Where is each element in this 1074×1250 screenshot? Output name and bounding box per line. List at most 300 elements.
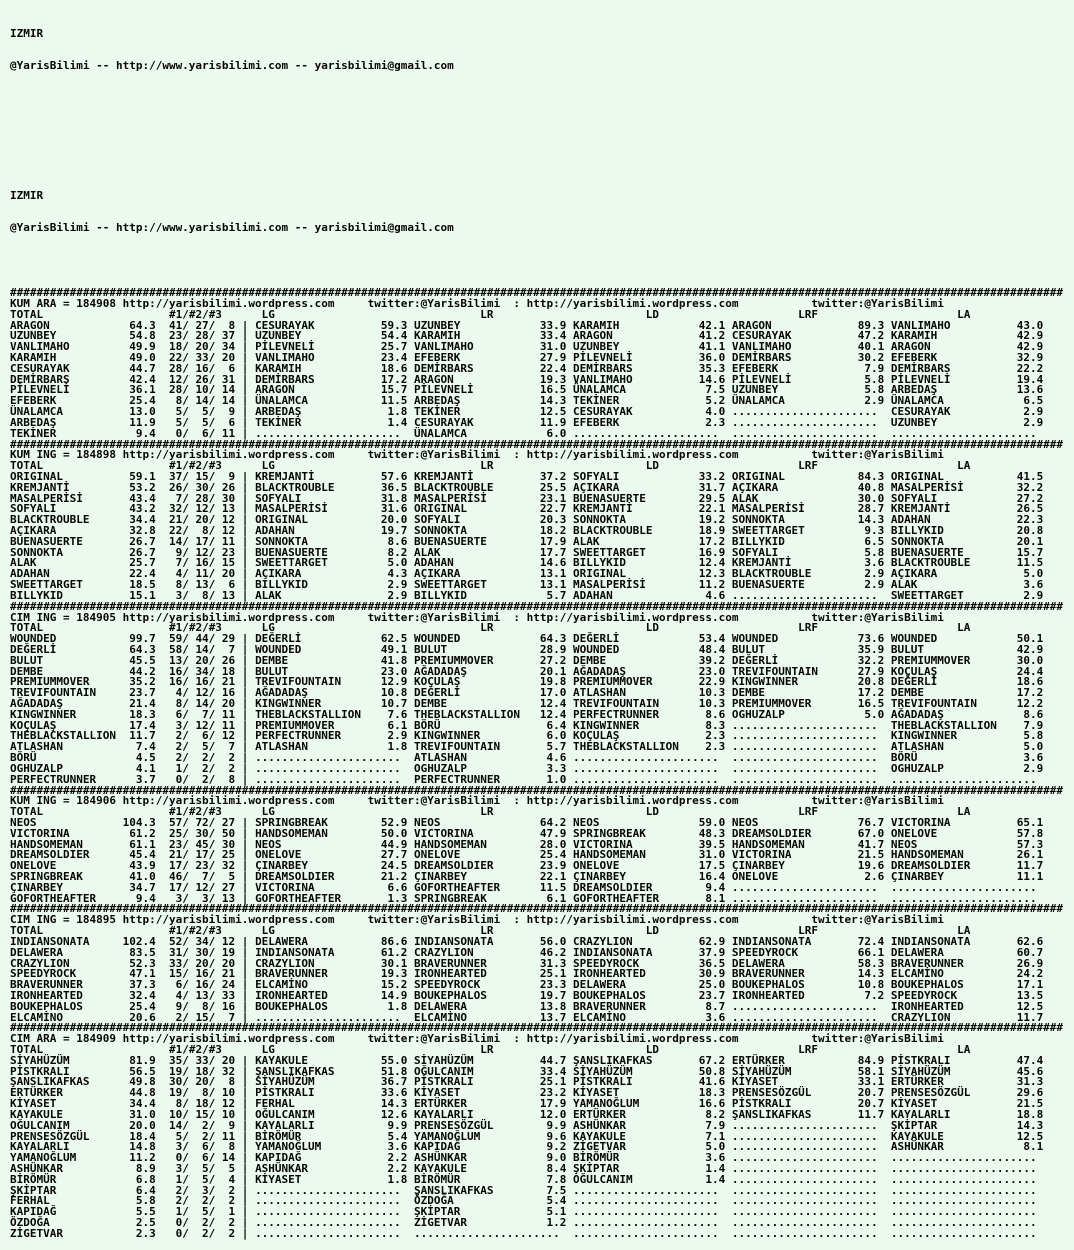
cell-lr: ELCAMİNO 13.7 (414, 1010, 573, 1024)
cell-lr: PİLEVNELİ 16.5 (414, 383, 573, 397)
cell-ld: ...................... (572, 1216, 732, 1229)
cell-total: VICTORINA 61.2 (10, 826, 156, 840)
cell-lr: GOFORTHEAFTER 11.5 (414, 880, 573, 894)
col-header-lg: LG (221, 307, 275, 321)
cell-la: ...................... (890, 1161, 1050, 1175)
column-separator: | (235, 967, 256, 981)
cell-lr: KAYALARLI 12.0 (414, 1107, 573, 1121)
twitter-handle: twitter:@YarisBilimi (334, 448, 501, 462)
cell-lr: UZUNBEY 33.9 (414, 318, 573, 332)
col-header-la: LA (818, 621, 971, 635)
cell-counts: 57/ 72/ 27 (155, 815, 236, 829)
cell-counts: 1/ 5/ 1 (155, 1205, 236, 1219)
cell-total: BUENASUERTE 26.7 (10, 534, 156, 548)
cell-lrf: BULUT 35.9 (731, 642, 891, 656)
cell-lg: ...................... (255, 1194, 415, 1208)
column-separator: | (235, 567, 256, 581)
column-separator: | (235, 675, 256, 689)
cell-la: ...................... (890, 1183, 1050, 1197)
cell-lg: KARAMIH 18.6 (255, 361, 415, 375)
cell-ld: ...................... (572, 1205, 732, 1219)
cell-lrf: ...................... (731, 761, 891, 775)
cell-lrf: ...................... (731, 751, 891, 765)
col-header-counts: #1/#2/#3 (43, 924, 222, 938)
cell-total: FERHAL 5.8 (10, 1194, 156, 1208)
cell-ld: NEOS 59.0 (572, 815, 732, 829)
cell-total: DELAWERA 83.5 (10, 945, 156, 959)
cell-counts: 3/ 8/ 13 (155, 588, 236, 602)
cell-lr: AÇIKARA 13.1 (414, 567, 573, 581)
cell-ld: BOUKEPHALOS 23.7 (572, 988, 732, 1002)
cell-ld: SOFYALI 33.2 (572, 469, 732, 483)
column-separator: | (235, 1151, 256, 1165)
cell-lr: SPEEDYROCK 23.3 (414, 978, 573, 992)
section-border: ############################################################################################################################################################### (10, 783, 1063, 797)
column-separator: | (235, 848, 256, 862)
cell-lg: VANLIMAHO 23.4 (255, 351, 415, 364)
cell-lg: ...................... (255, 1183, 415, 1197)
cell-ld: TREVIFOUNTAIN 10.3 (572, 697, 732, 710)
cell-ld: UZUNBEY 41.1 (572, 340, 732, 354)
cell-lg: MASALPERİSİ 31.6 (255, 502, 415, 516)
wordpress-url: http://yarisbilimi.wordpress.com (519, 296, 739, 310)
table-row (10, 1226, 1074, 1240)
cell-ld: CRAZYLION 62.9 (572, 934, 732, 948)
cell-la: SOFYALI 27.2 (890, 491, 1050, 505)
cell-lg: ...................... (255, 1205, 415, 1219)
cell-total: ERTÜRKER 44.8 (10, 1086, 156, 1100)
cell-counts: 5/ 5/ 9 (155, 405, 236, 419)
cell-lg: ALAK 2.9 (255, 588, 415, 602)
cell-lrf: UZUNBEY 5.8 (731, 383, 891, 397)
cell-la: DEMBE 17.2 (890, 686, 1050, 700)
cell-lg: BUENASUERTE 8.2 (255, 545, 415, 559)
cell-lrf: ...................... (731, 588, 891, 602)
column-separator: | (235, 1161, 256, 1175)
cell-la: ...................... (890, 1226, 1050, 1240)
cell-lg: THEBLACKSTALLION 7.6 (255, 707, 415, 721)
col-header-counts: #1/#2/#3 (43, 1043, 222, 1056)
cell-ld: OĞULCANIM 1.4 (572, 1172, 732, 1186)
cell-lg: UZUNBEY 54.4 (255, 329, 415, 343)
cell-lg: INDIANSONATA 61.2 (255, 945, 415, 959)
cell-total: SOFYALI 43.2 (10, 502, 156, 516)
twitter-handle: twitter:@YarisBilimi (334, 1032, 501, 1046)
twitter-handle: twitter:@YarisBilimi (334, 794, 501, 808)
cell-counts: 9/ 8/ 16 (155, 999, 236, 1013)
cell-lrf: ...................... (731, 729, 891, 743)
cell-counts: 31/ 30/ 19 (155, 945, 236, 959)
wordpress-url: http://yarisbilimi.wordpress.com (115, 794, 335, 808)
cell-ld: ...................... (572, 1194, 732, 1208)
cell-la: DEMİRBARS 22.2 (890, 361, 1050, 375)
column-separator: | (235, 718, 256, 732)
cell-total: PİSTKRALI 56.5 (10, 1064, 156, 1078)
cell-counts: 6/ 7/ 11 (155, 707, 236, 721)
cell-ld: DREAMSOLDIER 9.4 (572, 880, 732, 894)
cell-lr: ORIGINAL 22.7 (414, 502, 573, 516)
cell-total: BOUKEPHALOS 25.4 (10, 999, 156, 1013)
cell-lrf: ...................... (731, 740, 891, 754)
cell-lr: SONNOKTA 18.2 (414, 524, 573, 537)
column-separator: | (235, 1010, 256, 1024)
cell-lr: KINGWINNER 6.0 (414, 729, 573, 743)
cell-la: CESURAYAK 2.9 (890, 405, 1050, 419)
cell-ld: SİYAHÜZÜM 50.8 (572, 1064, 732, 1078)
cell-la: KINGWINNER 5.8 (890, 729, 1050, 743)
cell-ld: KINGWINNER 8.3 (572, 718, 732, 732)
cell-total: ALAK 25.7 (10, 556, 156, 570)
cell-ld: VICTORINA 39.5 (572, 837, 732, 851)
cell-la: MASALPERİSİ 32.2 (890, 480, 1050, 494)
cell-total: DEMBE 44.2 (10, 664, 156, 678)
sections-container (10, 288, 1074, 1240)
cell-la: SONNOKTA 20.1 (890, 534, 1050, 548)
cell-counts: 18/ 20/ 34 (155, 340, 236, 354)
section-title: KUM ING = 184906 (10, 794, 116, 808)
cell-la: BRAVERUNNER 26.9 (890, 956, 1050, 970)
cell-lg: ÜNALAMCA 11.5 (255, 394, 415, 408)
cell-ld: ZİGETVAR 5.0 (572, 1140, 732, 1154)
cell-total: OGHUZALP 4.1 (10, 761, 156, 775)
cell-lr: PREMIUMMOVER 27.2 (414, 653, 573, 667)
column-separator: | (235, 934, 256, 948)
cell-lrf: ...................... (731, 1183, 891, 1197)
cell-lg: VICTORINA 6.6 (255, 880, 415, 894)
cell-lrf: DEĞERLİ 32.2 (731, 653, 891, 667)
col-header-total: TOTAL (10, 924, 44, 938)
column-separator: | (235, 1075, 256, 1089)
cell-ld: DEMBE 39.2 (572, 653, 732, 667)
cell-counts: 2/ 5/ 7 (155, 740, 236, 754)
cell-lg: ...................... (255, 1010, 415, 1024)
cell-lrf: SWEETTARGET 9.3 (731, 524, 891, 537)
cell-total: DEMİRBARS 42.4 (10, 372, 156, 386)
cell-lg: KİYASET 1.8 (255, 1172, 415, 1186)
cell-lrf: ...................... (731, 1226, 891, 1240)
cell-counts: 0/ 2/ 2 (155, 1226, 236, 1240)
cell-lrf: ...................... (731, 1010, 891, 1024)
cell-ld: AÇIKARA 31.7 (572, 480, 732, 494)
cell-counts: 9/ 12/ 23 (155, 545, 236, 559)
cell-counts: 35/ 33/ 20 (155, 1053, 236, 1067)
cell-la: BOUKEPHALOS 17.1 (890, 978, 1050, 992)
cell-lg: ARAGON 15.7 (255, 383, 415, 397)
cell-lg: CRAZYLION 30.1 (255, 956, 415, 970)
cell-lg: SWEETTARGET 5.0 (255, 556, 415, 570)
cell-lrf: SPEEDYROCK 66.1 (731, 945, 891, 959)
col-header-total: TOTAL (10, 1043, 44, 1056)
twitter-handle: twitter:@YarisBilimi (738, 448, 944, 462)
cell-total: KREMJANTİ 53.2 (10, 480, 156, 494)
twitter-handle: twitter:@YarisBilimi (738, 296, 944, 310)
cell-ld: ...................... (572, 426, 732, 440)
cell-la: SPEEDYROCK 13.5 (890, 988, 1050, 1002)
cell-ld: ÇINARBEY 16.4 (572, 870, 732, 883)
cell-total: ÇINARBEY 34.7 (10, 880, 156, 894)
cell-total: ADAHAN 22.4 (10, 567, 156, 581)
cell-lg: ...................... (255, 1216, 415, 1229)
cell-counts: 32/ 12/ 13 (155, 502, 236, 516)
cell-total: ATLASHAN 7.4 (10, 740, 156, 754)
cell-counts: 22/ 8/ 12 (155, 524, 236, 537)
cell-total: AÇIKARA 32.8 (10, 524, 156, 537)
col-header-lr: LR (274, 621, 494, 635)
cell-la: IRONHEARTED 12.5 (890, 999, 1050, 1013)
cell-counts: 26/ 30/ 26 (155, 480, 236, 494)
cell-ld: EFEBERK 2.3 (572, 415, 732, 429)
cell-lr: KOÇULAŞ 19.8 (414, 675, 573, 689)
cell-lrf: ...................... (731, 1140, 891, 1154)
cell-counts: 3/ 5/ 5 (155, 1161, 236, 1175)
column-separator: | (235, 1226, 256, 1240)
cell-lrf: ...................... (731, 772, 891, 786)
column-separator: | (235, 340, 256, 354)
cell-lg: BLACKTROUBLE 36.5 (255, 480, 415, 494)
column-separator: | (235, 945, 256, 959)
cell-lg: GOFORTHEAFTER 1.3 (255, 891, 415, 905)
column-separator: | (235, 1064, 256, 1078)
column-separator: | (235, 956, 256, 970)
section-border: ############################################################################################################################################################### (10, 599, 1063, 613)
column-separator: | (235, 859, 256, 873)
column-separator: | (235, 1129, 256, 1143)
cell-ld: ÜNALAMCA 7.5 (572, 383, 732, 397)
column-separator: | (235, 1194, 256, 1208)
cell-counts: 25/ 30/ 50 (155, 826, 236, 840)
cell-counts: 1/ 2/ 2 (155, 761, 236, 775)
cell-counts: 41/ 27/ 8 (155, 318, 236, 332)
column-separator: | (235, 588, 256, 602)
cell-lrf: VANLIMAHO 40.1 (731, 340, 891, 354)
cell-ld: ONELOVE 17.5 (572, 859, 732, 873)
column-separator: | (235, 513, 256, 527)
cell-lrf: TREVIFOUNTAIN 27.9 (731, 664, 891, 678)
col-header-lr: LR (274, 307, 494, 321)
cell-lrf: ...................... (731, 999, 891, 1013)
cell-lr: AĞADADAŞ 20.1 (414, 664, 573, 678)
cell-la: ...................... (890, 891, 1050, 905)
cell-counts: 7/ 16/ 15 (155, 556, 236, 570)
cell-lr: CRAZYLION 46.2 (414, 945, 573, 959)
cell-lr: ATLASHAN 4.6 (414, 751, 573, 765)
cell-lr: DELAWERA 13.8 (414, 999, 573, 1013)
separator: : (500, 1032, 520, 1046)
cell-lg: BİRÖMÜR 5.4 (255, 1129, 415, 1143)
cell-lg: ADAHAN 19.7 (255, 524, 415, 537)
cell-lr: BILLYKID 5.7 (414, 588, 573, 602)
col-header-ld: LD (493, 924, 660, 938)
cell-la: ELCAMİNO 24.2 (890, 967, 1050, 981)
cell-total: SPEEDYROCK 47.1 (10, 967, 156, 981)
cell-lr: ASHÜNKAR 9.0 (414, 1151, 573, 1165)
cell-ld: SWEETTARGET 16.9 (572, 545, 732, 559)
contact-line: @YarisBilimi -- http://www.yarisbilimi.com -- yarisbilimi@gmail.com (10, 221, 454, 235)
cell-lrf: ...................... (731, 1205, 891, 1219)
column-separator: | (235, 1140, 256, 1154)
col-header-counts: #1/#2/#3 (43, 621, 222, 635)
cell-lg: AĞADADAŞ 10.8 (255, 686, 415, 700)
cell-ld: PERFECTRUNNER 8.6 (572, 707, 732, 721)
wordpress-url: http://yarisbilimi.wordpress.com (115, 1032, 335, 1046)
cell-la: VICTORINA 65.1 (890, 815, 1050, 829)
cell-total: MASALPERİSİ 43.4 (10, 491, 156, 505)
cell-lrf: SİYAHÜZÜM 58.1 (731, 1064, 891, 1078)
column-separator: | (235, 545, 256, 559)
cell-la: PREMIUMMOVER 30.0 (890, 653, 1050, 667)
cell-la: PİSTKRALI 47.4 (890, 1053, 1050, 1067)
cell-lrf: IRONHEARTED 7.2 (731, 988, 891, 1002)
cell-ld: PİLEVNELİ 36.0 (572, 351, 732, 364)
cell-counts: 17/ 12/ 27 (155, 880, 236, 894)
cell-lg: ELCAMİNO 15.2 (255, 978, 415, 992)
cell-lr: ALAK 17.7 (414, 545, 573, 559)
cell-counts: 52/ 34/ 12 (155, 934, 236, 948)
cell-lrf: ...................... (731, 1194, 891, 1208)
cell-counts: 14/ 2/ 9 (155, 1118, 236, 1132)
column-separator: | (235, 815, 256, 829)
cell-ld: HANDSOMEMAN 31.0 (572, 848, 732, 862)
cell-ld: ŞANSLIKAFKAS 67.2 (572, 1053, 732, 1067)
cell-lrf: ...................... (731, 1129, 891, 1143)
cell-counts: 2/ 2/ 2 (155, 751, 236, 765)
column-separator: | (235, 978, 256, 992)
column-separator: | (235, 1053, 256, 1067)
cell-ld: ASHÜNKAR 7.9 (572, 1118, 732, 1132)
column-separator: | (235, 870, 256, 883)
cell-lg: ONELOVE 27.7 (255, 848, 415, 862)
col-header-counts: #1/#2/#3 (43, 805, 222, 819)
cell-lrf: ONELOVE 2.6 (731, 870, 891, 883)
cell-la: ...................... (890, 772, 1050, 786)
cell-lrf: OGHUZALP 5.0 (731, 707, 891, 721)
section-border: ############################################################################################################################################################### (10, 286, 1063, 300)
cell-ld: SONNOKTA 19.2 (572, 513, 732, 527)
col-header-lrf: LRF (659, 459, 818, 473)
cell-total: KAPIDAĞ 5.5 (10, 1205, 156, 1219)
cell-lg: DELAWERA 86.6 (255, 934, 415, 948)
cell-total: BILLYKID 15.1 (10, 588, 156, 602)
blank-line (10, 94, 1074, 105)
cell-la: ASHÜNKAR 8.1 (890, 1140, 1050, 1154)
cell-counts: 3/ 6/ 8 (155, 1140, 236, 1154)
cell-total: GOFORTHEAFTER 9.4 (10, 891, 156, 905)
cell-ld: INDIANSONATA 37.9 (572, 945, 732, 959)
wordpress-url: http://yarisbilimi.wordpress.com (519, 913, 739, 927)
column-separator: | (235, 999, 256, 1013)
cell-counts: 2/ 2/ 2 (155, 1194, 236, 1208)
cell-la: THEBLACKSTALLION 7.9 (890, 718, 1050, 732)
cell-lrf: ...................... (731, 891, 891, 905)
cell-total: DEĞERLİ 64.3 (10, 642, 156, 656)
cell-lrf: KİYASET 33.1 (731, 1075, 891, 1089)
cell-counts: 12/ 26/ 31 (155, 372, 236, 386)
col-header-la: LA (818, 924, 971, 938)
column-separator: | (235, 729, 256, 743)
cell-ld: WOUNDED 48.4 (572, 642, 732, 656)
cell-lg: ORIGINAL 20.0 (255, 513, 415, 527)
cell-lg: PİLEVNELİ 25.7 (255, 340, 415, 354)
cell-total: ORIGINAL 59.1 (10, 469, 156, 483)
cell-counts: 8/ 14/ 20 (155, 697, 236, 710)
cell-lrf: ARAGON 89.3 (731, 318, 891, 332)
cell-ld: BRAVERUNNER 8.7 (572, 999, 732, 1013)
column-separator: | (235, 1118, 256, 1132)
cell-lrf: PREMIUMMOVER 16.5 (731, 697, 891, 710)
cell-lr: KAYAKULE 8.4 (414, 1161, 573, 1175)
col-header-lg: LG (221, 621, 275, 635)
cell-lrf: BLACKTROUBLE 2.9 (731, 567, 891, 581)
column-separator: | (235, 318, 256, 332)
cell-total: BULUT 45.5 (10, 653, 156, 667)
blank-line (10, 158, 1074, 169)
cell-total: KOÇULAŞ 17.4 (10, 718, 156, 732)
cell-lg: BOUKEPHALOS 1.8 (255, 999, 415, 1013)
column-separator: | (235, 772, 256, 786)
column-separator: | (235, 394, 256, 408)
cell-lg: ...................... (255, 1226, 415, 1240)
cell-la: WOUNDED 50.1 (890, 632, 1050, 646)
cell-lg: CESURAYAK 59.3 (255, 318, 415, 332)
cell-counts: 15/ 16/ 21 (155, 967, 236, 981)
col-header-lrf: LRF (659, 805, 818, 819)
cell-total: ELCAMİNO 20.6 (10, 1010, 156, 1024)
cell-ld: TEKİNER 5.2 (572, 394, 732, 408)
col-header-lg: LG (221, 459, 275, 473)
col-header-lrf: LRF (659, 924, 818, 938)
cell-la: ÜNALAMCA 6.5 (890, 394, 1050, 408)
cell-lr: HANDSOMEMAN 28.0 (414, 837, 573, 851)
cell-counts: 28/ 10/ 14 (155, 383, 236, 397)
cell-la: PİLEVNELİ 19.4 (890, 372, 1050, 386)
wordpress-url: http://yarisbilimi.wordpress.com (519, 448, 739, 462)
cell-lr: KİYASET 23.2 (414, 1086, 573, 1100)
cell-lr: ZİGETVAR 1.2 (414, 1216, 573, 1229)
cell-counts: 6/ 16/ 24 (155, 978, 236, 992)
cell-ld: ŞKİPTAR 1.4 (572, 1161, 732, 1175)
cell-la: PRENSESÖZGÜL 29.6 (890, 1086, 1050, 1100)
cell-la: EFEBERK 32.9 (890, 351, 1050, 364)
wordpress-url: http://yarisbilimi.wordpress.com (115, 610, 335, 624)
column-separator: | (235, 578, 256, 592)
cell-total: ŞKİPTAR 6.4 (10, 1183, 156, 1197)
cell-total: ŞANSLIKAFKAS 49.8 (10, 1075, 156, 1089)
cell-counts: 0/ 6/ 11 (155, 426, 236, 440)
cell-la: ARBEDAŞ 13.6 (890, 383, 1050, 397)
cell-lr: PERFECTRUNNER 1.0 (414, 772, 573, 786)
cell-lg: DEMİRBARS 17.2 (255, 372, 415, 386)
cell-total: TREVIFOUNTAIN 23.7 (10, 686, 156, 700)
cell-lg: DEĞERLİ 62.5 (255, 632, 415, 646)
cell-lr: ERTÜRKER 17.9 (414, 1097, 573, 1111)
cell-counts: 8/ 13/ 6 (155, 578, 236, 592)
cell-ld: BLACKTROUBLE 18.9 (572, 524, 732, 537)
cell-lr: BULUT 28.9 (414, 642, 573, 656)
cell-la: ...................... (890, 1216, 1050, 1229)
cell-lg: ...................... (255, 772, 415, 786)
cell-counts: 13/ 20/ 26 (155, 653, 236, 667)
col-header-lrf: LRF (659, 621, 818, 635)
cell-ld: BUENASUERTE 29.5 (572, 491, 732, 505)
cell-lg: ATLASHAN 1.8 (255, 740, 415, 754)
blank-line (10, 256, 1074, 267)
cell-la: CRAZYLION 11.7 (890, 1010, 1050, 1024)
column-separator: | (235, 653, 256, 667)
cell-lr: EFEBERK 27.9 (414, 351, 573, 364)
cell-counts: 2/ 6/ 12 (155, 729, 236, 743)
cell-la: ...................... (890, 1151, 1050, 1165)
cell-la: ALAK 3.6 (890, 578, 1050, 592)
